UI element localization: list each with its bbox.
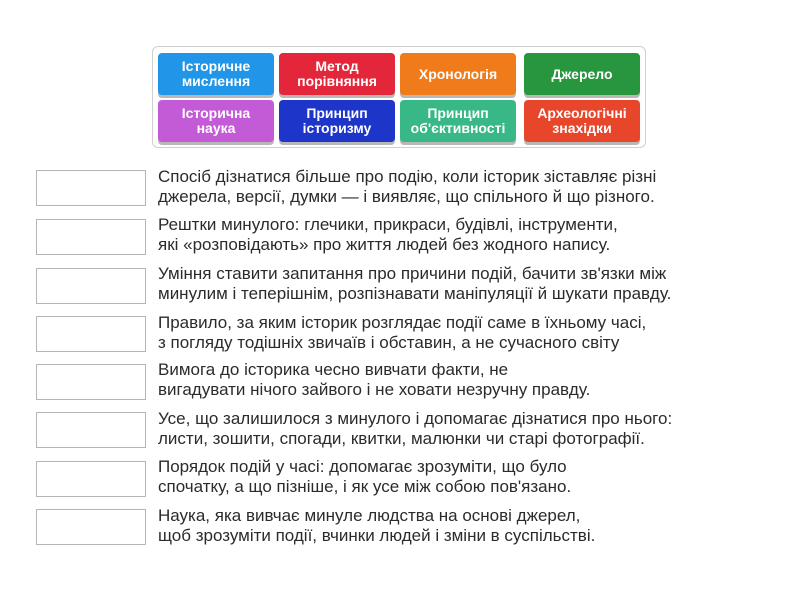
tile-objectivity-principle[interactable]: Принцип об'єктивності	[400, 100, 516, 142]
answer-slot-5[interactable]	[36, 364, 146, 400]
answer-slot-1[interactable]	[36, 170, 146, 206]
tile-historical-science[interactable]: Історична наука	[158, 100, 274, 142]
tile-comparison-method[interactable]: Метод порівняння	[279, 53, 395, 95]
clue-text-1: Спосіб дізнатися більше про подію, коли історик зіставляє різні джерела, версії, думки — і виявляє, що спільного й що різного.	[158, 167, 657, 206]
tile-historical-thinking[interactable]: Історичне мислення	[158, 53, 274, 95]
clue-text-3: Уміння ставити запитання про причини подій, бачити зв'язки між минулим і теперішнім, розпізнавати маніпуляції й шукати правду.	[158, 264, 672, 303]
clue-text-6: Усе, що залишилося з минулого і допомагає дізнатися про нього: листи, зошити, спогади, квитки, малюнки чи старі фотографії.	[158, 409, 673, 448]
answer-slot-2[interactable]	[36, 219, 146, 255]
answer-slot-7[interactable]	[36, 461, 146, 497]
tile-chronology[interactable]: Хронологія	[400, 53, 516, 95]
tile-source[interactable]: Джерело	[524, 53, 640, 95]
clue-text-8: Наука, яка вивчає минуле людства на основі джерел, щоб зрозуміти події, вчинки людей і зміни в суспільстві.	[158, 506, 596, 545]
answer-slot-6[interactable]	[36, 412, 146, 448]
clue-text-2: Рештки минулого: глечики, прикраси, будівлі, інструменти, які «розповідають» про життя людей без жодного напису.	[158, 215, 618, 254]
answer-slot-4[interactable]	[36, 316, 146, 352]
tile-historicism-principle[interactable]: Принцип історизму	[279, 100, 395, 142]
clue-text-7: Порядок подій у часі: допомагає зрозуміти, що було спочатку, а що пізніше, і як усе між собою пов'язано.	[158, 457, 572, 496]
tile-archaeological-finds[interactable]: Археологічні знахідки	[524, 100, 640, 142]
answer-tile-bank	[152, 46, 646, 148]
answer-slot-8[interactable]	[36, 509, 146, 545]
clue-text-5: Вимога до історика чесно вивчати факти, не вигадувати нічого зайвого і не ховати незручну правду.	[158, 360, 591, 399]
clue-text-4: Правило, за яким історик розглядає події саме в їхньому часі, з погляду тодішніх звичаїв і обставин, а не сучасного світу	[158, 313, 647, 352]
answer-slot-3[interactable]	[36, 268, 146, 304]
